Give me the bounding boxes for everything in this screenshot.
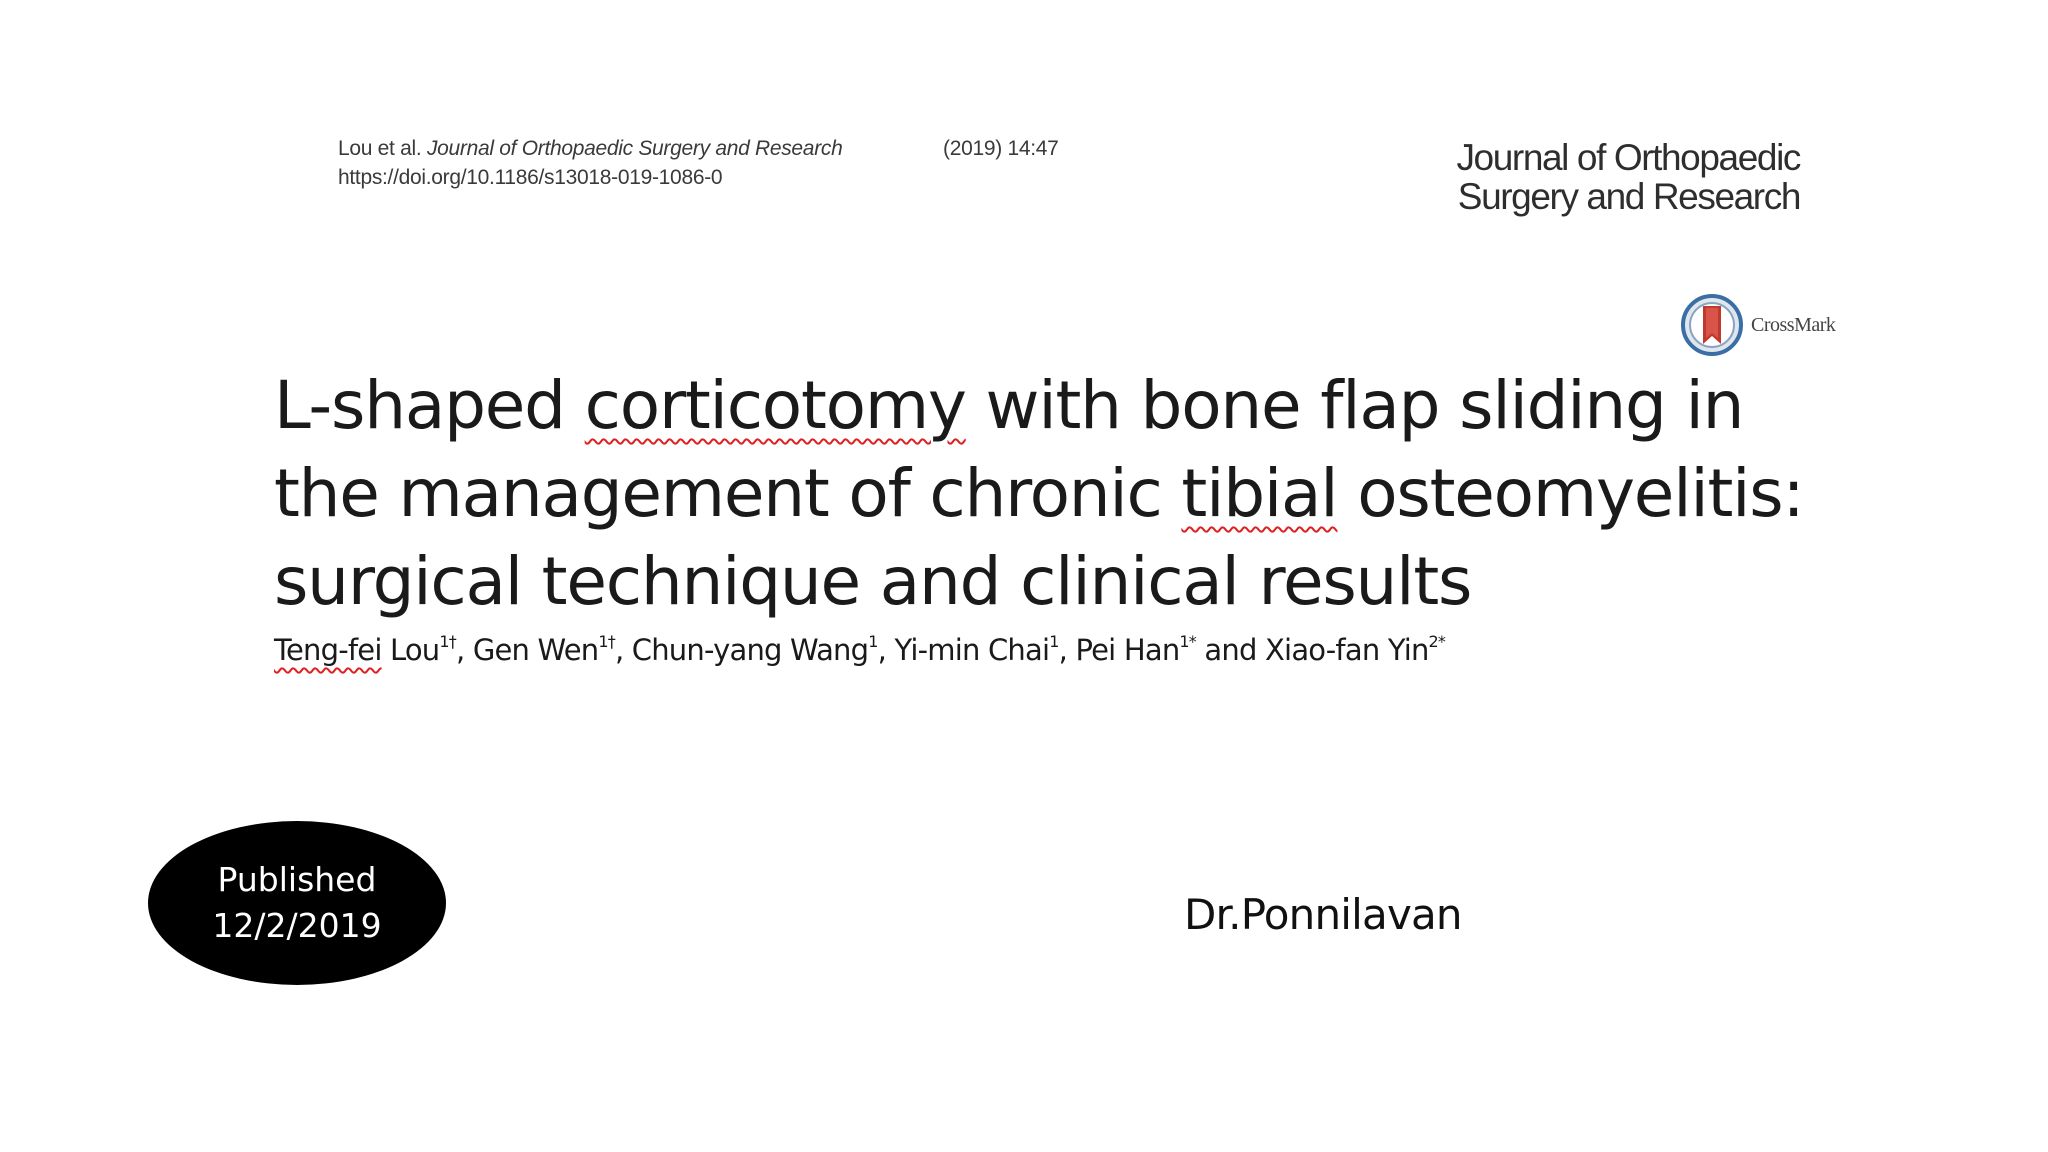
title-spellcheck-word: corticotomy <box>584 367 966 444</box>
title-spellcheck-word: tibial <box>1181 455 1338 532</box>
citation-line-1 <box>338 134 842 163</box>
author-affiliation: 1† <box>439 632 456 651</box>
author-affiliation: 1* <box>1179 632 1196 651</box>
author-affiliation: 1 <box>868 632 878 651</box>
title-text: osteomyelitis: <box>1337 455 1804 532</box>
author-affiliation: 1† <box>598 632 615 651</box>
title-text: the management of chronic <box>274 455 1182 532</box>
crossmark-icon <box>1681 294 1743 356</box>
citation-doi[interactable]: https://doi.org/10.1186/s13018-019-1086-0 <box>338 166 723 189</box>
author-list <box>274 622 1445 670</box>
published-badge <box>148 821 446 985</box>
title-text: with bone flap sliding in <box>965 367 1744 444</box>
author-name: , Yi-min Chai <box>877 633 1050 667</box>
title-text: L-shaped <box>274 367 585 444</box>
article-title <box>274 362 1914 626</box>
citation-authors: Lou et al. <box>338 137 422 160</box>
author-name: , Chun-yang Wang <box>614 633 869 667</box>
author-affiliation: 2* <box>1428 632 1446 651</box>
citation-year-volume: (2019) 14:47 <box>943 137 1059 160</box>
author-name: and Xiao-fan Yin <box>1196 633 1429 667</box>
author-name: Lou <box>381 633 440 667</box>
author-name: , Pei Han <box>1058 633 1180 667</box>
crossmark-label: CrossMark <box>1751 313 1836 336</box>
published-label: Published <box>217 860 377 899</box>
journal-logo <box>1456 138 1800 216</box>
author-affiliation: 1 <box>1049 632 1059 651</box>
title-line-3: surgical technique and clinical results <box>274 543 1472 620</box>
crossmark-badge[interactable] <box>1681 294 1835 356</box>
presenter-name: Dr.Ponnilavan <box>1184 890 1462 939</box>
citation-header <box>338 134 1059 192</box>
title-line-1 <box>274 362 1914 450</box>
citation-journal: Journal of Orthopaedic Surgery and Research <box>426 137 843 160</box>
journal-logo-line-2: Surgery and Research <box>1457 176 1800 217</box>
author-name-spellcheck: Teng-fei <box>274 633 382 667</box>
author-name: , Gen Wen <box>455 633 599 667</box>
journal-logo-line-1: Journal of Orthopaedic <box>1456 137 1800 178</box>
published-date: 12/2/2019 <box>212 906 382 945</box>
title-line-2 <box>274 450 1914 538</box>
